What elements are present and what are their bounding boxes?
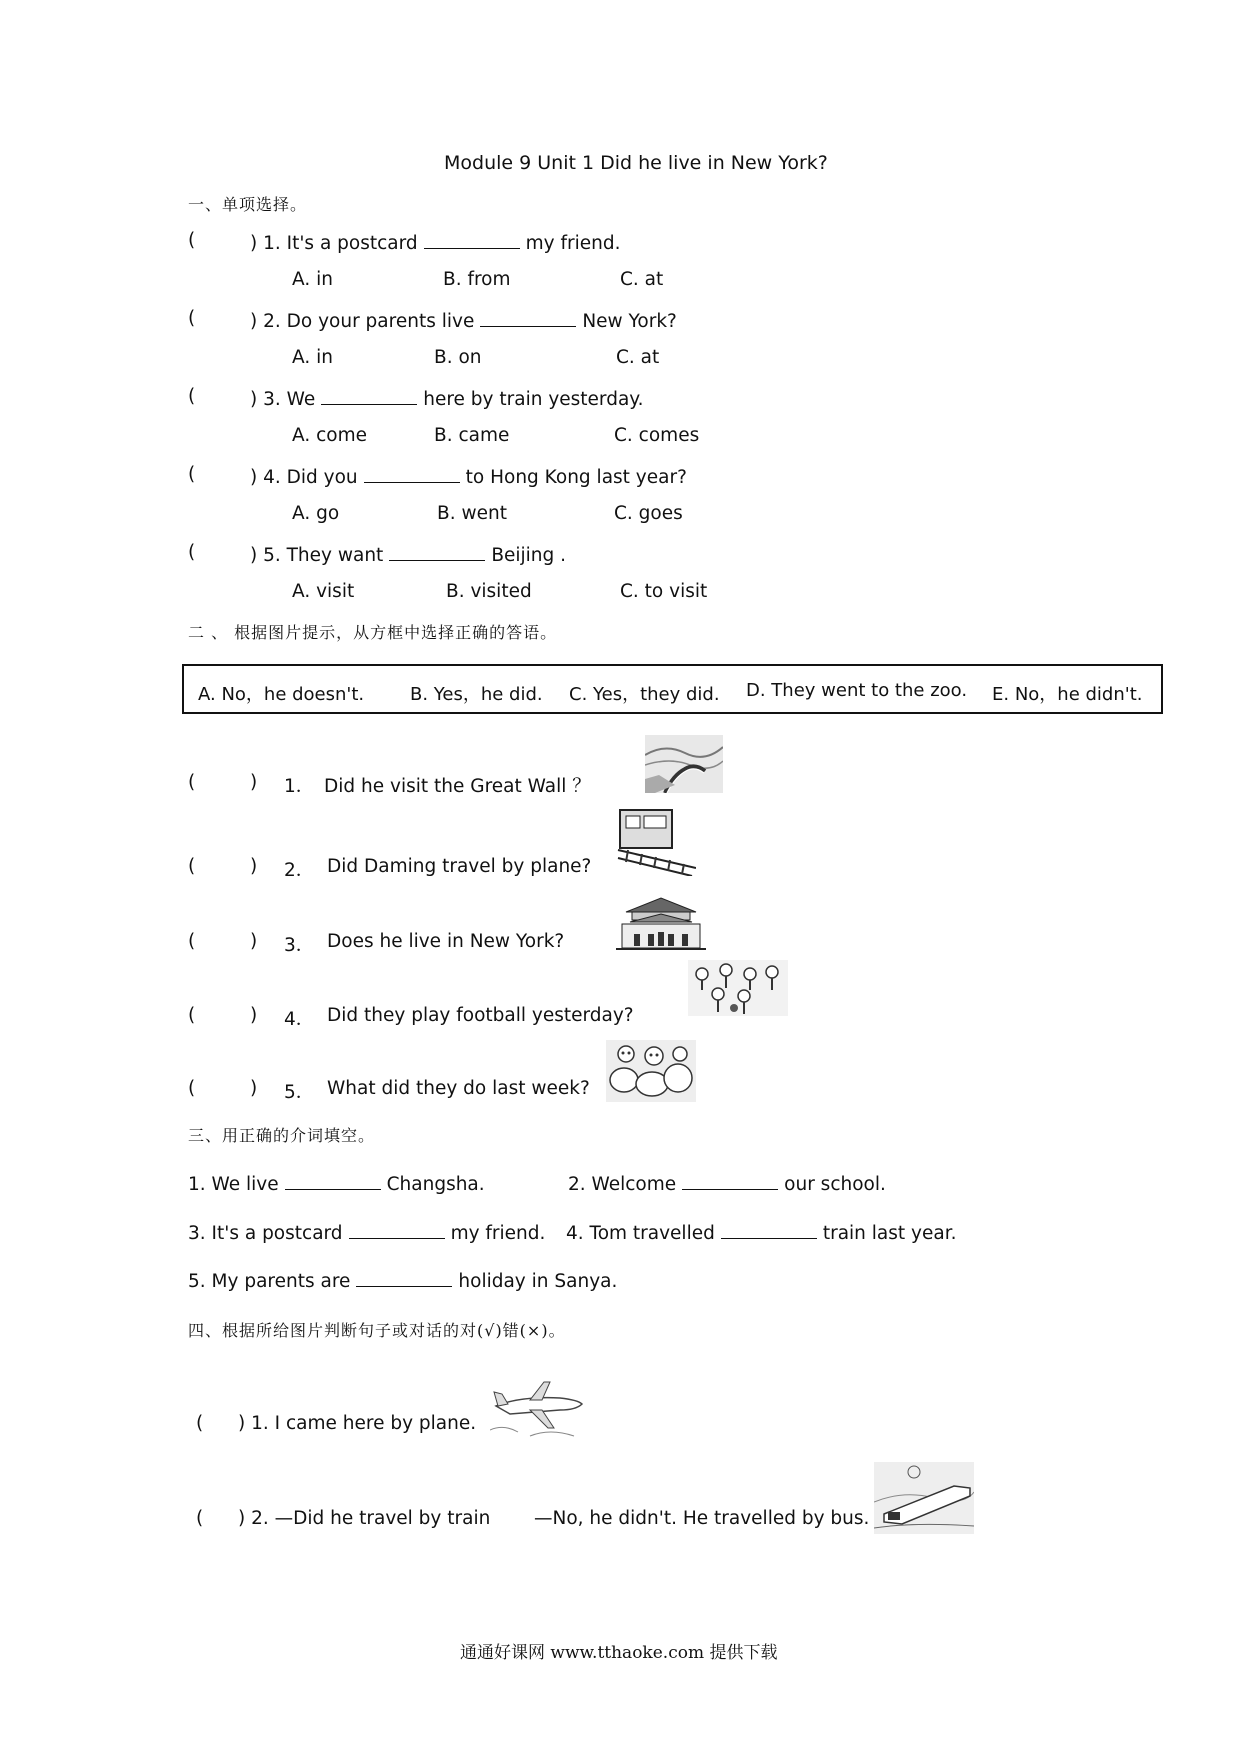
question-text: Does he live in New York? [327,931,565,952]
question-stem: ) 1. It's a postcard my friend. [250,230,621,254]
train-picture [614,806,696,876]
option-c[interactable]: C. at [616,347,660,368]
judge-item-2: ) 2. —Did he travel by train [238,1508,491,1529]
answer-choices-box [182,664,1163,714]
paren-close: ) [250,1005,258,1026]
choice-e: E. No，he didn't. [992,684,1143,705]
answer-paren[interactable]: ( [188,772,196,793]
tiananmen-picture [616,894,706,952]
question-number: 5． [284,1082,315,1103]
answer-blank[interactable] [349,1220,445,1239]
question-text: Did Daming travel by plane? [327,856,592,877]
paren-close: ) [250,856,258,877]
paren-close: ) [250,1078,258,1099]
question-number: 4． [284,1009,315,1030]
option-b[interactable]: B. went [437,503,507,524]
option-a[interactable]: A. in [292,347,333,368]
answer-blank[interactable] [356,1268,452,1287]
option-a[interactable]: A. in [292,269,333,290]
paren-close: ) [250,931,258,952]
answer-paren[interactable]: ( [188,230,196,251]
answer-paren[interactable]: ( [196,1413,204,1434]
section4-heading: 四、根据所给图片判断句子或对话的对(√)错(×)。 [188,1321,566,1340]
question-stem: ) 2. Do your parents live New York? [250,308,677,332]
section1-heading: 一、单项选择。 [188,195,308,214]
option-c[interactable]: C. at [620,269,664,290]
answer-blank[interactable] [424,230,520,249]
choice-a: A. No，he doesn't. [198,684,365,705]
answer-paren[interactable]: ( [188,464,196,485]
great-wall-picture [645,735,723,793]
choice-d: D. They went to the zoo. [746,680,968,701]
section3-heading: 三、用正确的介词填空。 [188,1126,376,1145]
option-b[interactable]: B. came [434,425,510,446]
paren-close: ) [250,772,258,793]
choice-c: C. Yes，they did. [569,684,720,705]
option-c[interactable]: C. comes [614,425,700,446]
answer-paren[interactable]: ( [188,1078,196,1099]
fill-item-4: 4. Tom travelled train last year. [566,1220,957,1244]
answer-paren[interactable]: ( [188,542,196,563]
answer-blank[interactable] [285,1171,381,1190]
airplane-picture [490,1370,586,1442]
answer-blank[interactable] [682,1171,778,1190]
question-stem: ) 5. They want Beijing . [250,542,566,566]
question-text: Did he visit the Great Wall ？ [324,776,591,797]
option-b[interactable]: B. on [434,347,482,368]
question-number: 1． [284,776,315,797]
option-c[interactable]: C. goes [614,503,683,524]
section2-heading: 二 、 根据图片提示，从方框中选择正确的答语。 [188,623,558,642]
judge-item-2-reply: —No, he didn't. He travelled by bus. [534,1508,870,1529]
answer-blank[interactable] [321,386,417,405]
fill-item-1: 1. We live Changsha. [188,1171,485,1195]
option-a[interactable]: A. come [292,425,367,446]
train-landscape-picture [874,1462,974,1534]
answer-paren[interactable]: ( [188,856,196,877]
option-c[interactable]: C. to visit [620,581,708,602]
option-a[interactable]: A. visit [292,581,355,602]
question-text: Did they play football yesterday? [327,1005,634,1026]
answer-paren[interactable]: ( [188,308,196,329]
answer-blank[interactable] [364,464,460,483]
zoo-animals-picture [606,1040,696,1102]
option-a[interactable]: A. go [292,503,340,524]
judge-item-1: ) 1. I came here by plane. [238,1413,477,1434]
answer-paren[interactable]: ( [188,931,196,952]
answer-paren[interactable]: ( [188,386,196,407]
children-playing-picture [688,960,788,1016]
page-title: Module 9 Unit 1 Did he live in New York? [444,152,828,174]
option-b[interactable]: B. from [443,269,511,290]
question-stem: ) 3. We here by train yesterday. [250,386,643,410]
choice-b: B. Yes，he did. [410,684,543,705]
answer-blank[interactable] [721,1220,817,1239]
option-b[interactable]: B. visited [446,581,532,602]
question-number: 2． [284,860,315,881]
footer-credit: 通通好课网 www.tthaoke.com 提供下载 [460,1643,778,1663]
question-stem: ) 4. Did you to Hong Kong last year? [250,464,687,488]
question-text: What did they do last week? [327,1078,590,1099]
answer-blank[interactable] [389,542,485,561]
answer-blank[interactable] [480,308,576,327]
fill-item-5: 5. My parents are holiday in Sanya. [188,1268,617,1292]
answer-paren[interactable]: ( [196,1508,204,1529]
fill-item-2: 2. Welcome our school. [568,1171,886,1195]
answer-paren[interactable]: ( [188,1005,196,1026]
fill-item-3: 3. It's a postcard my friend. [188,1220,545,1244]
question-number: 3． [284,935,315,956]
